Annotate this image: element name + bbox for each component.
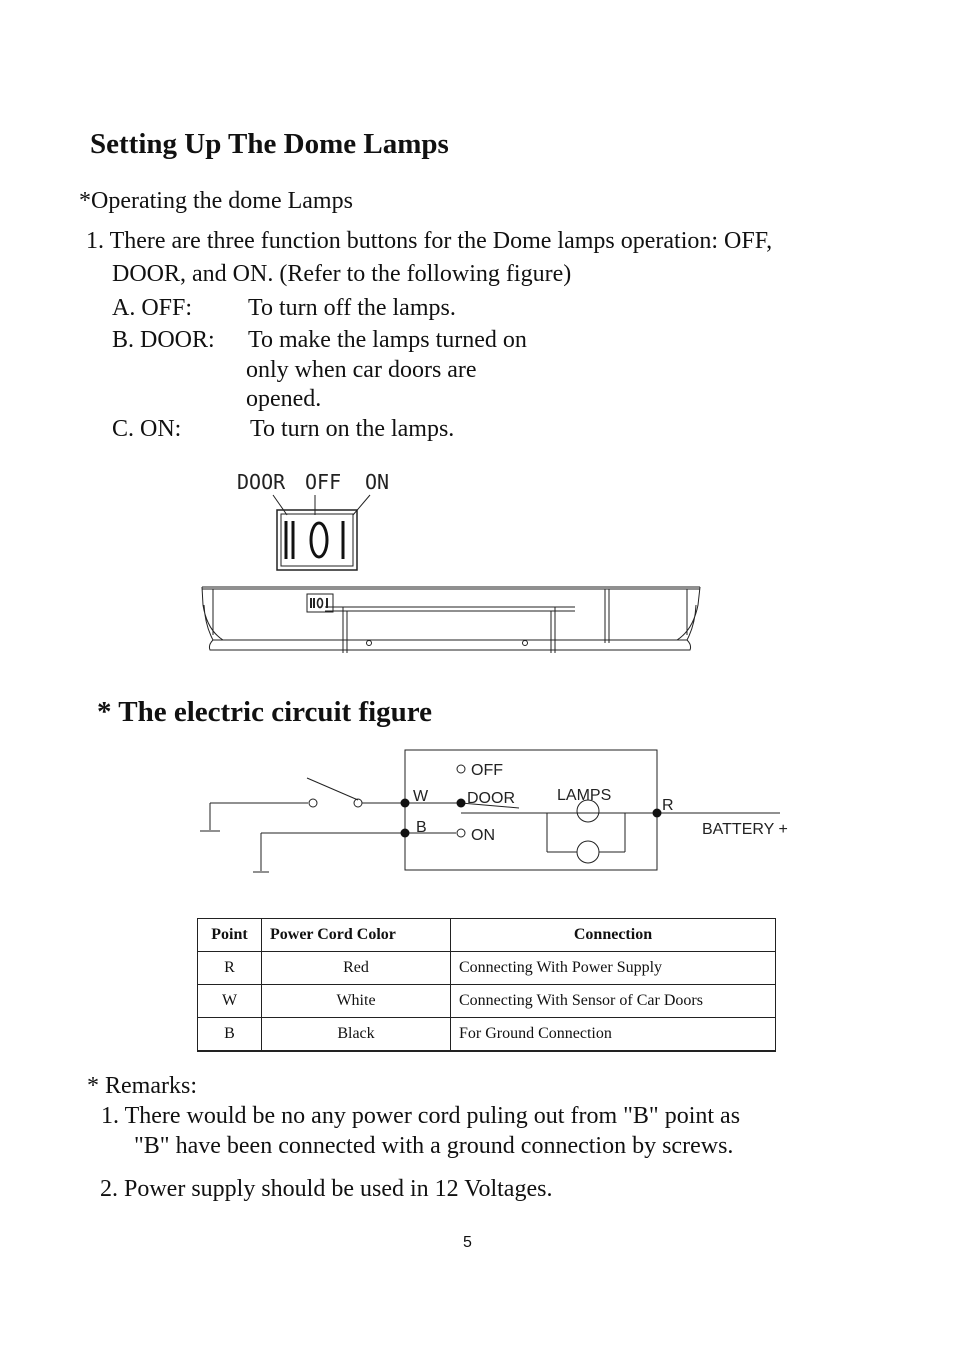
circuit-point-w: W — [413, 788, 429, 805]
item1-line1: 1. There are three function buttons for the Dome lamps operation: OFF, — [86, 228, 773, 254]
option-c-label: C. ON: — [112, 416, 182, 442]
circuit-point-r: R — [662, 797, 674, 814]
circuit-label-door: DOOR — [467, 790, 515, 807]
option-a-text: To turn off the lamps. — [248, 295, 456, 321]
header-power-cord-color: Power Cord Color — [262, 919, 451, 952]
switch-label-door: DOOR — [237, 470, 286, 494]
cell-connection: Connecting With Sensor of Car Doors — [451, 985, 776, 1018]
option-b-text-2: only when car doors are — [246, 357, 477, 383]
switch-label-on: ON — [365, 470, 390, 494]
option-a-label: A. OFF: — [112, 295, 193, 321]
option-b-text-3: opened. — [246, 386, 322, 412]
remarks-title: * Remarks: — [87, 1073, 197, 1099]
cell-color: White — [262, 985, 451, 1018]
option-b-text-1: To make the lamps turned on — [248, 327, 527, 353]
cell-color: Black — [262, 1018, 451, 1052]
remark-2: 2. Power supply should be used in 12 Voltages. — [100, 1176, 553, 1202]
page-title: Setting Up The Dome Lamps — [90, 128, 449, 160]
option-c-text: To turn on the lamps. — [250, 416, 455, 442]
circuit-label-lamps: LAMPS — [557, 787, 612, 804]
table-row — [198, 952, 776, 985]
header-connection: Connection — [451, 919, 776, 952]
table-row — [198, 1018, 776, 1052]
cell-color: Red — [262, 952, 451, 985]
circuit-label-on: ON — [471, 827, 495, 844]
header-point: Point — [198, 919, 262, 952]
table-row — [198, 985, 776, 1018]
switch-label-off: OFF — [305, 470, 342, 494]
circuit-label-battery: BATTERY + — [702, 821, 788, 838]
remark-1-line1: 1. There would be no any power cord puling out from "B" point as — [101, 1103, 741, 1129]
subtitle: *Operating the dome Lamps — [79, 188, 353, 214]
electric-circuit-diagram — [195, 745, 815, 885]
cell-point: B — [198, 1018, 262, 1052]
cell-point: R — [198, 952, 262, 985]
option-b-label: B. DOOR: — [112, 327, 215, 353]
cell-connection: For Ground Connection — [451, 1018, 776, 1052]
dome-lamp-housing — [202, 587, 700, 653]
dome-lamp-switch-figure — [195, 465, 710, 660]
circuit-title: * The electric circuit figure — [97, 696, 433, 728]
page-number: 5 — [463, 1234, 472, 1251]
connection-table — [197, 918, 776, 1052]
switch-icon-large — [277, 510, 357, 570]
circuit-label-off: OFF — [471, 762, 503, 779]
circuit-point-b: B — [416, 819, 427, 836]
cell-connection: Connecting With Power Supply — [451, 952, 776, 985]
item1-line2: DOOR, and ON. (Refer to the following figure) — [112, 261, 572, 287]
remark-1-line2: "B" have been connected with a ground connection by screws. — [134, 1133, 734, 1159]
cell-point: W — [198, 985, 262, 1018]
table-header-row — [198, 919, 776, 952]
